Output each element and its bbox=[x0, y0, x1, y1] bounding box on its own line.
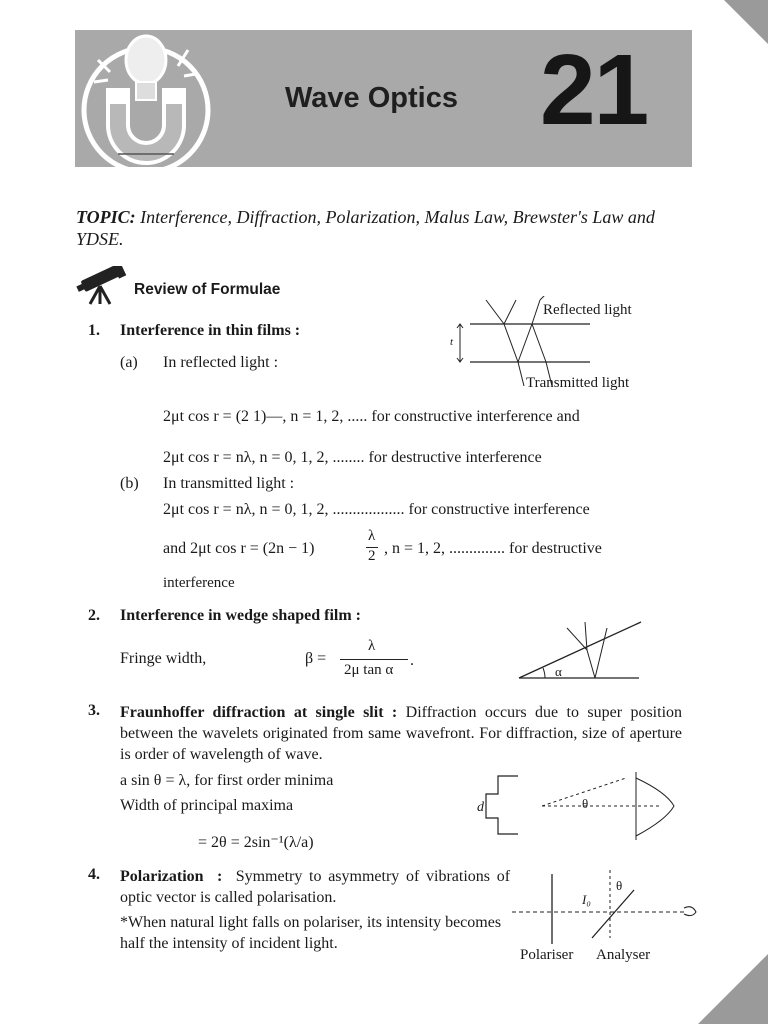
s2-dot: . bbox=[410, 652, 414, 669]
s4-colon: : bbox=[216, 868, 223, 885]
s1-eq3: 2μt cos r = nλ, n = 0, 1, 2, .................. for constructive interference bbox=[163, 501, 590, 518]
s3-line1: a sin θ = λ, for first order minima bbox=[120, 772, 334, 789]
s1-title: Interference in thin films : bbox=[120, 322, 301, 339]
s1-eq4-post: , n = 1, 2, .............. for destructive bbox=[384, 540, 602, 557]
s4-title: Polarization bbox=[120, 868, 204, 885]
s3-line2: Width of principal maxima bbox=[120, 797, 294, 814]
s1-eq2: 2μt cos r = nλ, n = 0, 1, 2, ........ for destructive interference bbox=[163, 449, 542, 466]
page-corner-bottom-right bbox=[698, 954, 768, 1024]
s4-note: *When natural light falls on polariser, its intensity becomes half the intensity of incident light. bbox=[120, 914, 502, 952]
s3-paragraph bbox=[120, 702, 682, 765]
s1-eq4-numerator: λ bbox=[368, 528, 376, 544]
s4-fig-analyser: Analyser bbox=[596, 947, 651, 963]
s2-title: Interference in wedge shaped film : bbox=[120, 607, 361, 624]
s1-fig-t: t bbox=[450, 336, 454, 348]
topic-text: Interference, Diffraction, Polarization, Malus Law, Brewster's Law and YDSE. bbox=[76, 207, 655, 249]
s4-paragraph bbox=[120, 866, 510, 908]
s2-numerator: λ bbox=[368, 638, 376, 654]
s1-b-text: In transmitted light : bbox=[163, 475, 295, 492]
s4-fig-theta: θ bbox=[616, 878, 623, 893]
polariser-analyser-diagram bbox=[512, 868, 702, 948]
s1-a-label: (a) bbox=[120, 354, 138, 371]
s1-fig-transmitted-label: Transmitted light bbox=[526, 375, 630, 391]
s2-label: Fringe width, bbox=[120, 650, 207, 667]
s3-fig-d: d bbox=[477, 800, 484, 815]
s3-text: Diffraction occurs due to super position between the wavelets originated from same wavefront. For diffraction, size of aperture is order of wavelength of wave. bbox=[120, 704, 683, 763]
s2-fig-alpha: α bbox=[555, 664, 562, 679]
single-slit-diagram bbox=[478, 764, 678, 844]
s1-eq4-tail: interference bbox=[163, 575, 235, 591]
chapter-number: 21 bbox=[540, 34, 648, 146]
s3-number: 3. bbox=[88, 702, 100, 719]
s3-fig-theta: θ bbox=[582, 796, 589, 811]
page-corner-top-right bbox=[724, 0, 768, 44]
s4-fig-polariser: Polariser bbox=[520, 947, 574, 963]
chapter-title: Wave Optics bbox=[285, 82, 458, 114]
s1-eq4-denominator: 2 bbox=[368, 548, 376, 564]
s1-a-text: In reflected light : bbox=[163, 354, 279, 371]
s1-number: 1. bbox=[88, 322, 100, 339]
s2-number: 2. bbox=[88, 607, 100, 624]
s2-fraction-bar bbox=[340, 659, 408, 660]
review-heading: Review of Formulae bbox=[134, 281, 281, 298]
magnet-bulb-logo-icon bbox=[78, 30, 218, 167]
s4-text: Symmetry to asymmetry of vibrations of optic vector is called polarisation. bbox=[120, 868, 511, 906]
s2-beta: β = bbox=[305, 650, 327, 667]
s4-number: 4. bbox=[88, 866, 100, 883]
s1-eq1: 2μt cos r = (2 1)—, n = 1, 2, ..... for constructive interference and bbox=[163, 408, 580, 425]
telescope-icon bbox=[74, 266, 130, 306]
s2-denominator: 2μ tan α bbox=[344, 662, 394, 678]
s3-line3: = 2θ = 2sin⁻¹(λ/a) bbox=[198, 834, 314, 851]
wedge-film-diagram bbox=[515, 614, 645, 684]
topic-line bbox=[76, 206, 696, 250]
s1-fig-reflected-label: Reflected light bbox=[543, 302, 632, 318]
s1-eq4-pre: and 2μt cos r = (2n − 1) bbox=[163, 540, 315, 557]
s3-title: Fraunhoffer diffraction at single slit : bbox=[120, 704, 398, 721]
s4-fig-i0: I₀ bbox=[582, 892, 591, 907]
s1-b-label: (b) bbox=[120, 475, 139, 492]
topic-label: TOPIC: bbox=[76, 207, 136, 227]
